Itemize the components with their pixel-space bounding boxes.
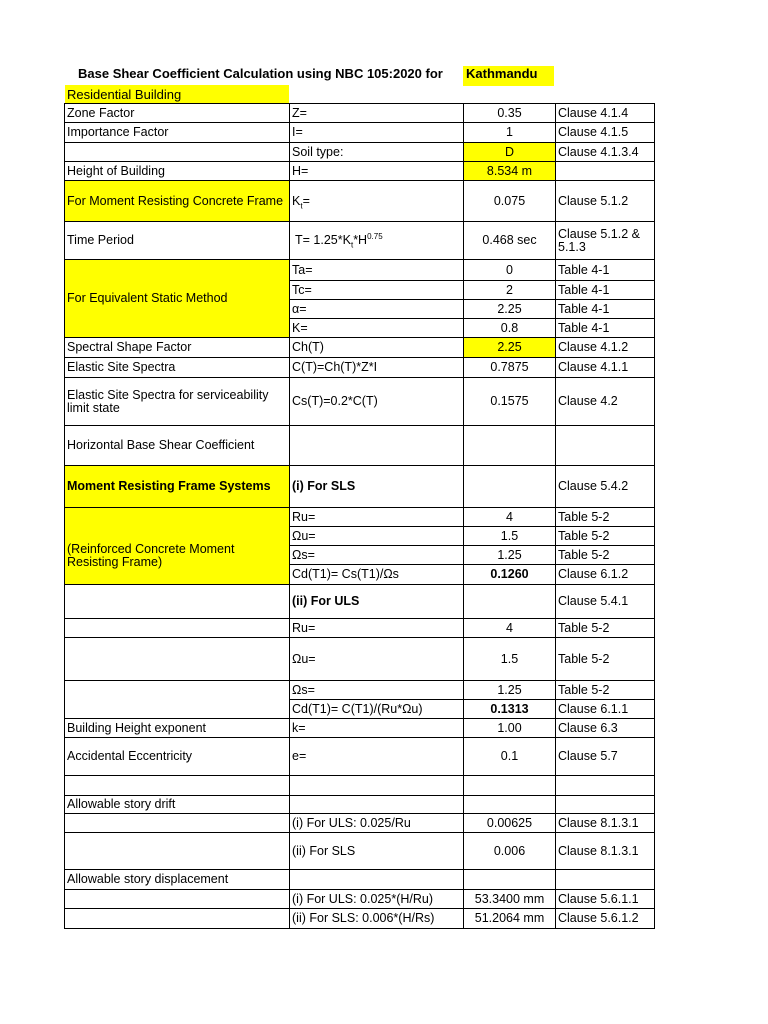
value-cell: 4 (464, 619, 556, 638)
formula-subscript: t (350, 240, 354, 250)
reference-cell (556, 776, 655, 796)
formula-text: *H (353, 233, 368, 247)
symbol-cell (290, 426, 464, 466)
symbol-text: K (292, 193, 301, 208)
table-row (65, 358, 655, 378)
reference-cell: Clause 8.1.3.1 (556, 833, 655, 870)
symbol-cell: Ta= (290, 260, 464, 281)
value-cell: 0 (464, 260, 556, 281)
value-cell: 51.2064 mm (464, 909, 556, 929)
table-row (65, 619, 655, 638)
symbol-cell: Cs(T)=0.2*C(T) (290, 378, 464, 426)
value-cell (464, 870, 556, 890)
value-cell: 0.8 (464, 319, 556, 338)
table-row (65, 426, 655, 466)
reference-cell: Clause 4.1.2 (556, 338, 655, 358)
label-cell (65, 833, 290, 870)
symbol-cell: Z= (290, 104, 464, 123)
reference-cell: Clause 4.1.1 (556, 358, 655, 378)
symbol-text: = (302, 193, 310, 208)
formula-superscript: 0.75 (367, 231, 383, 241)
reference-cell: Table 5-2 (556, 619, 655, 638)
symbol-cell: k= (290, 719, 464, 738)
value-cell: 8.534 m (464, 162, 556, 181)
value-cell: 1.25 (464, 546, 556, 565)
symbol-cell: H= (290, 162, 464, 181)
symbol-cell: Ru= (290, 619, 464, 638)
value-cell: 0.468 sec (464, 222, 556, 260)
label-cell: For Equivalent Static Method (65, 260, 290, 338)
reference-cell: Clause 4.2 (556, 378, 655, 426)
value-cell: 0.1575 (464, 378, 556, 426)
reference-cell: Table 5-2 (556, 508, 655, 527)
table-row (65, 776, 655, 796)
table-row (65, 814, 655, 833)
value-cell: 1 (464, 123, 556, 143)
reference-cell: Clause 5.4.1 (556, 585, 655, 619)
label-cell (65, 890, 290, 909)
label-cell (65, 776, 290, 796)
label-cell: Height of Building (65, 162, 290, 181)
reference-cell: Clause 4.1.5 (556, 123, 655, 143)
value-cell: D (464, 143, 556, 162)
value-cell: 0.1260 (464, 565, 556, 585)
label-cell: Allowable story displacement (65, 870, 290, 890)
table-row (65, 466, 655, 508)
label-cell: Allowable story drift (65, 796, 290, 814)
label-cell: Elastic Site Spectra (65, 358, 290, 378)
symbol-cell: (ii) For ULS (290, 585, 464, 619)
sheet-title: Base Shear Coefficient Calculation using NBC 105:2020 for (78, 66, 443, 81)
reference-cell (556, 426, 655, 466)
label-cell: Time Period (65, 222, 290, 260)
symbol-cell (290, 776, 464, 796)
reference-cell: Clause 4.1.4 (556, 104, 655, 123)
label-cell: Elastic Site Spectra for serviceability limit state (65, 378, 290, 426)
label-cell (65, 619, 290, 638)
table-row (65, 162, 655, 181)
symbol-cell: (ii) For SLS: 0.006*(H/Rs) (290, 909, 464, 929)
symbol-cell: (i) For ULS: 0.025/Ru (290, 814, 464, 833)
value-cell: 0.7875 (464, 358, 556, 378)
table-row (65, 738, 655, 776)
table-row (65, 378, 655, 426)
label-cell (65, 638, 290, 681)
symbol-cell: e= (290, 738, 464, 776)
symbol-cell (290, 222, 464, 260)
table-row (65, 890, 655, 909)
reference-cell: Clause 5.4.2 (556, 466, 655, 508)
reference-cell: Table 4-1 (556, 260, 655, 281)
value-cell (464, 426, 556, 466)
table-row (65, 909, 655, 929)
symbol-cell (290, 796, 464, 814)
symbol-cell: Ωu= (290, 638, 464, 681)
label-cell: For Moment Resisting Concrete Frame (65, 181, 290, 222)
reference-cell (556, 796, 655, 814)
value-cell: 1.00 (464, 719, 556, 738)
reference-cell: Clause 5.7 (556, 738, 655, 776)
table-row (65, 104, 655, 123)
reference-cell: Clause 8.1.3.1 (556, 814, 655, 833)
table-row (65, 143, 655, 162)
symbol-cell: Ru= (290, 508, 464, 527)
reference-cell (556, 162, 655, 181)
value-cell (464, 796, 556, 814)
symbol-subscript: t (300, 201, 303, 210)
reference-cell: Clause 4.1.3.4 (556, 143, 655, 162)
label-cell: Horizontal Base Shear Coefficient (65, 426, 290, 466)
reference-cell: Table 5-2 (556, 638, 655, 681)
value-cell: 2 (464, 281, 556, 300)
symbol-cell: Ωs= (290, 681, 464, 700)
label-cell: Importance Factor (65, 123, 290, 143)
label-cell: Spectral Shape Factor (65, 338, 290, 358)
symbol-cell: α= (290, 300, 464, 319)
value-cell (464, 585, 556, 619)
symbol-cell: Ωs= (290, 546, 464, 565)
symbol-cell: Ch(T) (290, 338, 464, 358)
value-cell: 0.35 (464, 104, 556, 123)
label-cell: Accidental Eccentricity (65, 738, 290, 776)
value-cell: 4 (464, 508, 556, 527)
symbol-cell: Cd(T1)= C(T1)/(Ru*Ωu) (290, 700, 464, 719)
value-cell: 1.5 (464, 527, 556, 546)
reference-cell: Table 4-1 (556, 300, 655, 319)
label-cell (65, 681, 290, 719)
value-cell: 0.1313 (464, 700, 556, 719)
label-cell (65, 143, 290, 162)
reference-cell (556, 870, 655, 890)
table-row (65, 222, 655, 260)
value-cell: 2.25 (464, 300, 556, 319)
table-row (65, 681, 655, 700)
table-row (65, 338, 655, 358)
symbol-cell: Ωu= (290, 527, 464, 546)
symbol-cell: I= (290, 123, 464, 143)
symbol-cell: Tc= (290, 281, 464, 300)
symbol-cell: K= (290, 319, 464, 338)
label-cell (65, 909, 290, 929)
symbol-cell: Cd(T1)= Cs(T1)/Ωs (290, 565, 464, 585)
reference-cell: Clause 5.1.2 (556, 181, 655, 222)
formula-text: T= 1.25*K (295, 233, 351, 247)
value-cell: 0.006 (464, 833, 556, 870)
label-cell: Zone Factor (65, 104, 290, 123)
value-cell: 0.1 (464, 738, 556, 776)
label-cell: Building Height exponent (65, 719, 290, 738)
location-cell: Kathmandu (463, 66, 554, 86)
reference-cell: Clause 5.1.2 & 5.1.3 (556, 222, 655, 260)
symbol-cell (290, 181, 464, 222)
symbol-cell: (ii) For SLS (290, 833, 464, 870)
table-row (65, 123, 655, 143)
reference-cell: Table 5-2 (556, 681, 655, 700)
value-cell (464, 466, 556, 508)
value-cell: 2.25 (464, 338, 556, 358)
reference-cell: Table 5-2 (556, 546, 655, 565)
symbol-cell: C(T)=Ch(T)*Z*I (290, 358, 464, 378)
table-row (65, 508, 655, 527)
reference-cell: Table 4-1 (556, 319, 655, 338)
value-cell: 53.3400 mm (464, 890, 556, 909)
table-row (65, 260, 655, 281)
reference-cell: Clause 6.1.2 (556, 565, 655, 585)
label-cell (65, 814, 290, 833)
table-row (65, 833, 655, 870)
reference-cell: Clause 6.1.1 (556, 700, 655, 719)
label-cell (65, 585, 290, 619)
table-row (65, 796, 655, 814)
value-cell: 1.25 (464, 681, 556, 700)
reference-cell: Clause 5.6.1.2 (556, 909, 655, 929)
value-cell: 0.075 (464, 181, 556, 222)
reference-cell: Table 4-1 (556, 281, 655, 300)
table-row (65, 181, 655, 222)
table-row (65, 638, 655, 681)
value-cell: 1.5 (464, 638, 556, 681)
table-row (65, 585, 655, 619)
reference-cell: Clause 6.3 (556, 719, 655, 738)
building-type-cell: Residential Building (65, 85, 289, 104)
symbol-cell: Soil type: (290, 143, 464, 162)
symbol-cell: (i) For ULS: 0.025*(H/Ru) (290, 890, 464, 909)
symbol-cell: (i) For SLS (290, 466, 464, 508)
reference-cell: Clause 5.6.1.1 (556, 890, 655, 909)
table-row (65, 719, 655, 738)
calculation-table (64, 103, 655, 929)
symbol-cell (290, 870, 464, 890)
reference-cell: Table 5-2 (556, 527, 655, 546)
table-row (65, 870, 655, 890)
label-cell: Moment Resisting Frame Systems (65, 466, 290, 508)
value-cell: 0.00625 (464, 814, 556, 833)
label-cell: (Reinforced Concrete Moment Resisting Frame) (65, 508, 290, 585)
value-cell (464, 776, 556, 796)
